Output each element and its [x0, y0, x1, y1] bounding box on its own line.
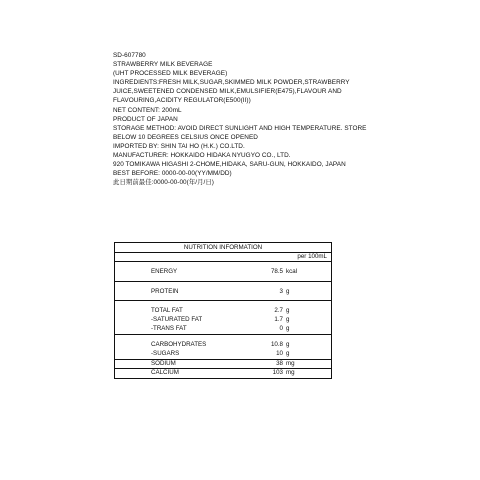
trans-fat-value: 0	[279, 325, 283, 332]
carbohydrates-value: 10.8	[270, 341, 283, 348]
manufacturer: MANUFACTURER: HOKKAIDO HIDAKA NYUGYO CO., LTD.	[113, 152, 291, 160]
saturated-fat-unit: g	[286, 316, 290, 323]
ingredients-line-3: FLAVOURING,ACIDITY REGULATOR(E500(II))	[113, 97, 251, 105]
product-code: SD-607780	[113, 52, 146, 59]
carbohydrates-unit: g	[286, 341, 290, 348]
protein-unit: g	[286, 288, 290, 295]
sodium-unit: mg	[286, 360, 295, 367]
energy-section	[115, 261, 331, 282]
total-fat-label: TOTAL FAT	[151, 307, 183, 314]
nutrition-title: NUTRITION INFORMATION	[115, 243, 331, 253]
calcium-unit: mg	[286, 369, 295, 376]
manufacturer-address: 920 TOMIKAWA HIGASHI 2-CHOME,HIDAKA, SARU-GUN, HOKKAIDO, JAPAN	[113, 161, 346, 169]
importer: IMPORTED BY: SHIN TAI HO (H.K.) CO.LTD.	[113, 142, 245, 150]
total-fat-unit: g	[286, 307, 290, 314]
saturated-fat-value: 1.7	[274, 316, 283, 323]
energy-value: 78.5	[270, 268, 283, 275]
nutrition-table	[114, 242, 332, 379]
energy-row	[115, 267, 331, 276]
sodium-label: SODIUM	[151, 360, 176, 367]
best-before-chinese: 此日期前最佳:0000-00-00(年/月/日)	[113, 179, 214, 187]
net-content: NET CONTENT: 200mL	[113, 106, 182, 114]
calcium-row	[115, 368, 331, 377]
energy-label: ENERGY	[151, 268, 178, 275]
calcium-label: CALCIUM	[151, 369, 179, 376]
calcium-value: 103	[272, 369, 283, 376]
sugars-row	[115, 349, 331, 358]
ingredients-line-2: JUICE,SWEETENED CONDENSED MILK,EMULSIFIER(E475),FLAVOUR AND	[113, 88, 342, 96]
fat-section	[115, 300, 331, 335]
sodium-value: 38	[276, 360, 283, 367]
protein-value: 3	[279, 288, 283, 295]
ingredients-line-1: INGREDIENTS:FRESH MILK,SUGAR,SKIMMED MILK POWDER,STRAWBERRY	[113, 79, 350, 87]
carbohydrates-section	[115, 334, 331, 360]
trans-fat-row	[115, 324, 331, 333]
saturated-fat-label: -SATURATED FAT	[151, 316, 203, 323]
storage-method-line-1: STORAGE METHOD: AVOID DIRECT SUNLIGHT AND HIGH TEMPERATURE. STORE	[113, 124, 367, 132]
protein-section	[115, 281, 331, 301]
protein-row	[115, 287, 331, 296]
country-of-origin: PRODUCT OF JAPAN	[113, 115, 178, 123]
storage-method-line-2: BELOW 10 DEGREES CELSIUS ONCE OPENED	[113, 133, 258, 141]
nutrition-per-unit: per 100mL	[297, 253, 327, 260]
product-type: (UHT PROCESSED MILK BEVERAGE)	[113, 70, 228, 78]
sugars-value: 10	[276, 350, 283, 357]
saturated-fat-row	[115, 315, 331, 324]
carbohydrates-label: CARBOHYDRATES	[151, 341, 207, 348]
protein-label: PROTEIN	[151, 288, 179, 295]
trans-fat-unit: g	[286, 325, 290, 332]
sugars-unit: g	[286, 350, 290, 357]
product-name: STRAWBERRY MILK BEVERAGE	[113, 61, 213, 69]
total-fat-row	[115, 306, 331, 315]
trans-fat-label: -TRANS FAT	[151, 325, 187, 332]
product-label-text	[113, 51, 413, 187]
best-before: BEST BEFORE: 0000-00-00(YY/MM/DD)	[113, 170, 232, 178]
energy-unit: kcal	[286, 268, 298, 275]
carbohydrates-row	[115, 340, 331, 349]
total-fat-value: 2.7	[274, 307, 283, 314]
sugars-label: -SUGARS	[151, 350, 180, 357]
sodium-row	[115, 359, 331, 368]
calcium-section	[115, 368, 331, 378]
